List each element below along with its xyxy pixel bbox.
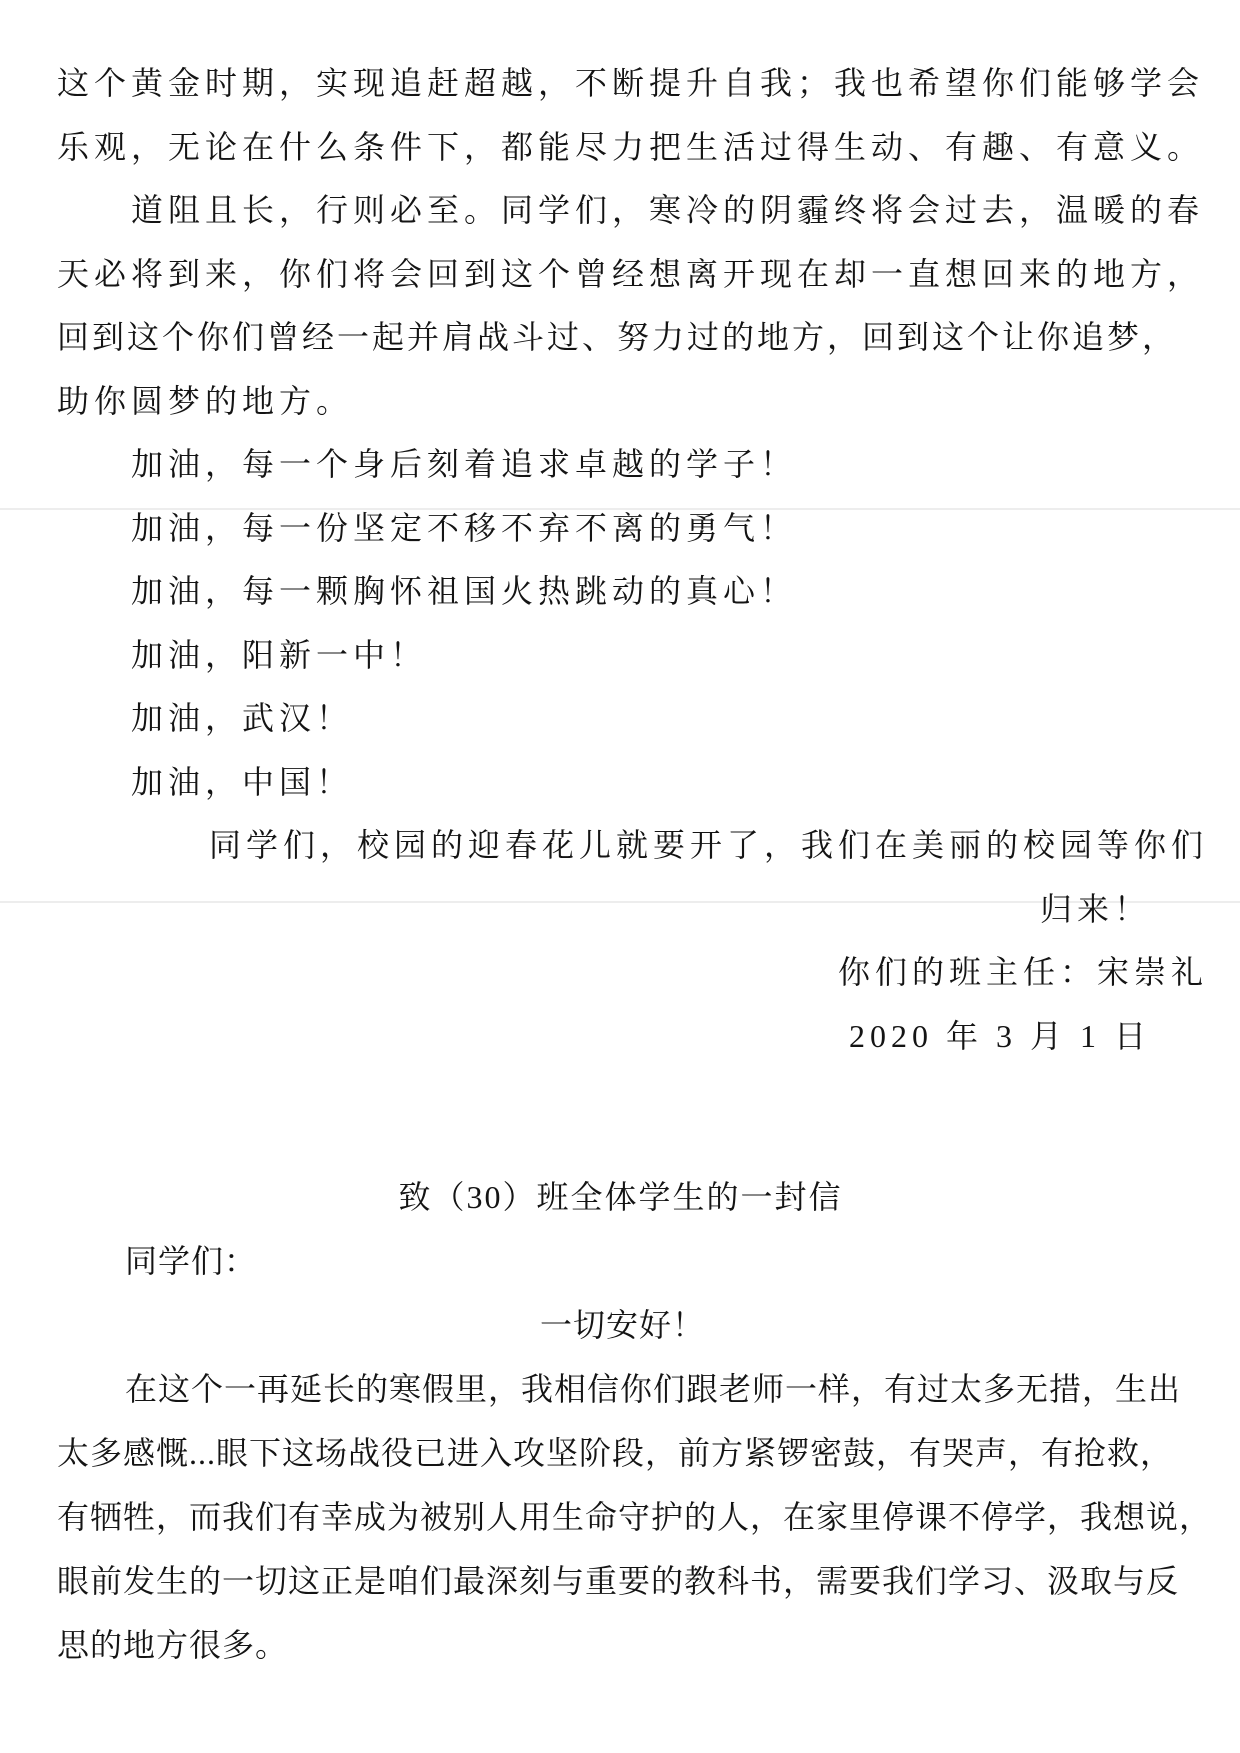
cheer-line: 加油，武汉！	[131, 700, 354, 736]
letter2-body-line: 在这个一再延长的寒假里，我相信你们跟老师一样，有过太多无措，生出	[125, 1371, 1182, 1407]
letter2-greeting: 一切安好！	[539, 1307, 705, 1343]
closing-line: 归来！	[1039, 890, 1151, 927]
letter2-salutation: 同学们：	[125, 1243, 258, 1279]
letter2-body-line: 太多感慨...眼下这场战役已进入攻坚阶段，前方紧锣密鼓，有哭声，有抢救，	[57, 1435, 1174, 1471]
letter1-body-line: 这个黄金时期，实现追赶超越，不断提升自我；我也希望你们能够学会	[57, 65, 1205, 101]
cheer-line: 加油，每一颗胸怀祖国火热跳动的真心！	[131, 573, 798, 609]
letter2-title: 致（30）班全体学生的一封信	[398, 1179, 843, 1215]
cheer-line: 加油，每一份坚定不移不弃不离的勇气！	[131, 509, 798, 546]
date-line: 2020 年 3 月 1 日	[848, 1017, 1151, 1054]
closing-line: 同学们，校园的迎春花儿就要开了，我们在美丽的校园等你们	[208, 827, 1208, 863]
signature-line: 你们的班主任：宋崇礼	[837, 954, 1208, 990]
letter1-body-line: 道阻且长，行则必至。同学们，寒冷的阴霾终将会过去，温暖的春	[131, 192, 1205, 228]
letter1-body-line: 助你圆梦的地方。	[57, 382, 354, 419]
cheer-line: 加油，阳新一中！	[131, 636, 428, 673]
letter1-body-line: 回到这个你们曾经一起并肩战斗过、努力过的地方，回到这个让你追梦，	[57, 319, 1178, 355]
letter2-body-line: 有牺牲，而我们有幸成为被别人用生命守护的人，在家里停课不停学，我想说，	[57, 1499, 1213, 1535]
letter1-body-line: 乐观，无论在什么条件下，都能尽力把生活过得生动、有趣、有意义。	[57, 128, 1205, 165]
letter2-body-line: 思的地方很多。	[57, 1627, 289, 1663]
letter-separator-gap	[57, 1068, 1208, 1165]
cheer-line: 加油，每一个身后刻着追求卓越的学子！	[131, 446, 798, 482]
letter1-body-line: 天必将到来，你们将会回到这个曾经想离开现在却一直想回来的地方，	[57, 255, 1205, 292]
letter2-section	[57, 1165, 1213, 1677]
letter2-body-line: 眼前发生的一切这正是咱们最深刻与重要的教科书，需要我们学习、汲取与反	[57, 1563, 1180, 1599]
cheer-line: 加油，中国！	[131, 763, 354, 800]
letter1-section	[57, 52, 1208, 1068]
